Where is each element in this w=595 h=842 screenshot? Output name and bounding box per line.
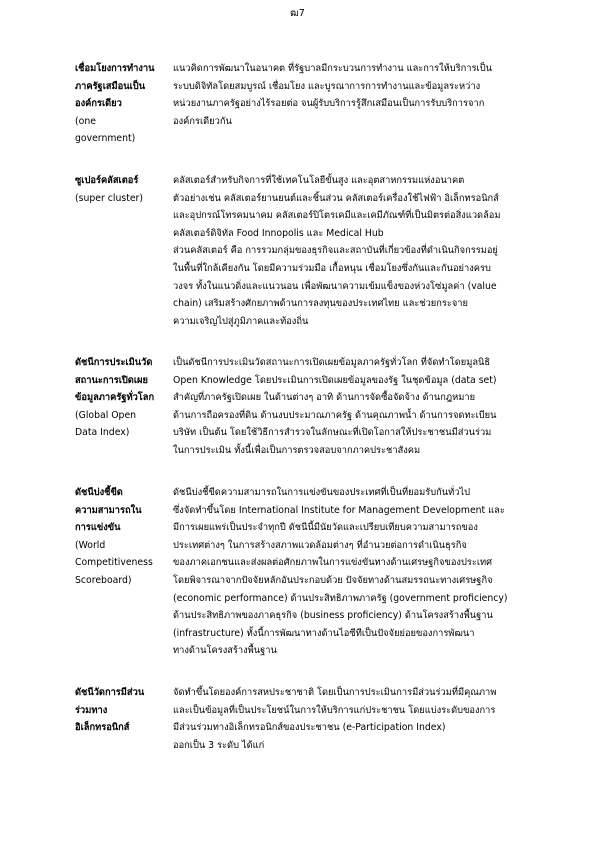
definition-line: ประเทศต่างๆ ในการสร้างสภาพแวดล้อมต่างๆ ที่อำนวยต่อการดำเนินธุรกิจ xyxy=(173,539,467,551)
term-line: ข้อมูลภาครัฐทั่วโลก xyxy=(75,392,155,404)
term-line: ความสามารถใน xyxy=(75,504,142,516)
page-number: ฒ7 xyxy=(290,8,305,19)
definition-line: สำคัญที่ภาครัฐเปิดเผย ในด้านต่างๆ อาทิ ด้านการจัดซื้อจัดจ้าง ด้านกฎหมาย xyxy=(173,392,476,404)
term xyxy=(75,354,163,442)
definition-line: ตัวอย่างเช่น คลัสเตอร์ยานยนต์และชิ้นส่วน คลัสเตอร์เครื่องใช้ไฟฟ้า อิเล็กทรอนิกส์ xyxy=(173,192,499,204)
term-line: ซูเปอร์คลัสเตอร์ xyxy=(75,175,139,186)
definition-line: ในพื้นที่ใกล้เคียงกัน โดยมีความร่วมมือ เกื้อหนุน เชื่อมโยงซึ่งกันและกันอย่างครบ xyxy=(173,262,491,274)
definition-line: หน่วยงานภาครัฐอย่างไร้รอยต่อ จนผู้รับบริการรู้สึกเสมือนเป็นการรับบริการจาก xyxy=(173,98,485,110)
term-line: Data Index) xyxy=(75,427,130,439)
definition-line: บริษัท เป็นต้น โดยใช้วิธีการสำรวจในลักษณะที่เปิดโอกาสให้ประชาชนมีส่วนร่วม xyxy=(173,427,492,439)
definition-line: มีส่วนร่วมทางอิเล็กทรอนิกส์ของประชาชน (e-Participation Index) xyxy=(173,722,446,734)
definition-line: ออกเป็น 3 ระดับ ได้แก่ xyxy=(173,739,265,751)
term-line: ดัชนีบ่งชี้ขีด xyxy=(75,487,123,498)
term xyxy=(75,684,163,737)
definition-line: (infrastructure) ทั้งนี้การพัฒนาทางด้านไอซีทีเป็นปัจจัยย่อยของการพัฒนา xyxy=(173,627,475,639)
definition-line: ความเจริญไปสู่ภูมิภาคและท้องถิ่น xyxy=(173,315,309,327)
term-line: ร่วมทาง xyxy=(75,704,108,716)
term-line: ดัชนีวัดการมีส่วน xyxy=(75,687,145,698)
definition-line: ซึ่งจัดทำขึ้นโดย International Institute for Management Development และ xyxy=(173,504,505,516)
term xyxy=(75,172,163,207)
term xyxy=(75,484,163,590)
definition xyxy=(173,60,535,130)
definition-line: จัดทำขึ้นโดยองค์การสหประชาชาติ โดยเป็นการประเมินการมีส่วนร่วมที่มีคุณภาพ xyxy=(173,687,497,698)
term xyxy=(75,60,163,148)
definition xyxy=(173,484,535,660)
term-line: สถานะการเปิดเผย xyxy=(75,374,148,386)
term-line: การแข่งขัน xyxy=(75,522,121,534)
term-line: (super cluster) xyxy=(75,192,144,204)
term-line: (World xyxy=(75,539,106,551)
definition-line: องค์กรเดียวกัน xyxy=(173,115,232,127)
definition-line: ดัชนีบ่งชี้ขีดความสามารถในการแข่งขันของประเทศที่เป็นที่ยอมรับกันทั่วไป xyxy=(173,487,471,498)
term-line: Competitiveness xyxy=(75,557,153,569)
definition-line: ส่วนคลัสเตอร์ คือ การรวมกลุ่มของธุรกิจและสถาบันที่เกี่ยวข้องที่ดำเนินกิจกรรมอยู่ xyxy=(173,245,498,257)
term-line: อิเล็กทรอนิกส์ xyxy=(75,722,130,734)
definition-line: Open Knowledge โดยประเมินการเปิดเผยข้อมูลของรัฐ ในชุดข้อมูล (data set) xyxy=(173,374,497,386)
definition-line: เป็นดัชนีการประเมินวัดสถานะการเปิดเผยข้อมูลภาครัฐทั่วโลก ที่จัดทำโดยมูลนิธิ xyxy=(173,357,491,368)
definition xyxy=(173,172,535,330)
term-line: (Global Open xyxy=(75,409,137,421)
definition-line: ระบบดิจิทัลโดยสมบูรณ์ เชื่อมโยง และบูรณาการการทำงานและข้อมูลระหว่าง xyxy=(173,80,481,92)
definition xyxy=(173,684,535,754)
definition-line: ด้านประสิทธิภาพของภาคธุรกิจ (business proficiency) ด้านโครงสร้างพื้นฐาน xyxy=(173,610,493,622)
definition-line: คลัสเตอร์ดิจิทัล Food Innopolis และ Medical Hub xyxy=(173,227,384,239)
definition-line: (economic performance) ด้านประสิทธิภาพภาครัฐ (government proficiency) xyxy=(173,592,508,604)
definition-line: chain) เสริมสร้างศักยภาพด้านการลงทุนของประเทศไทย และช่วยกระจาย xyxy=(173,298,468,310)
term-line: Scoreboard) xyxy=(75,574,132,586)
definition-line: มีการเผยแพร่เป็นประจำทุกปี ดัชนีนี้มีนัยวัดและเปรียบเทียบความสามารถของ xyxy=(173,522,478,534)
term-line: องค์กรเดียว xyxy=(75,98,122,110)
definition-line: ของภาคเอกชนและส่งผลต่อศักยภาพในการแข่งขันทางด้านเศรษฐกิจของประเทศ xyxy=(173,557,493,569)
definition xyxy=(173,354,535,460)
term-line: government) xyxy=(75,133,136,145)
term-line: เชื่อมโยงการทำงาน xyxy=(75,63,155,74)
definition-line: ด้านการถือครองที่ดิน ด้านงบประมาณภาครัฐ ด้านคุณภาพน้ำ ด้านการจดทะเบียน xyxy=(173,409,497,421)
definition-line: และเป็นข้อมูลที่เป็นประโยชน์ในการให้บริการแก่ประชาชน โดยแบ่งระดับของการ xyxy=(173,704,496,716)
definition-line: ในการประเมิน ทั้งนี้เพื่อเป็นการตรวจสอบจากภาคประชาสังคม xyxy=(173,444,421,456)
definition-line: คลัสเตอร์สำหรับกิจการที่ใช้เทคโนโลยีขั้นสูง และอุตสาหกรรมแห่งอนาคต xyxy=(173,175,465,186)
definition-line: และอุปกรณ์โทรคมนาคม คลัสเตอร์ปิโตรเคมีและเคมีภัณฑ์ที่เป็นมิตรต่อสิ่งแวดล้อม xyxy=(173,210,501,222)
term-line: (one xyxy=(75,115,96,127)
definition-line: ทางด้านโครงสร้างพื้นฐาน xyxy=(173,645,277,657)
definition-line: โดยพิจารณาจากปัจจัยหลักอันประกอบด้วย ปัจจัยทางด้านสมรรถนะทางเศรษฐกิจ xyxy=(173,574,493,586)
term-line: ภาครัฐเสมือนเป็น xyxy=(75,80,146,92)
term-line: ดัชนีการประเมินวัด xyxy=(75,357,153,368)
definition-line: วงจร ทั้งในแนวดิ่งและแนวนอน เพื่อพัฒนาความเข้มแข็งของห่วงโซ่มูลค่า (value xyxy=(173,280,497,292)
definition-line: แนวคิดการพัฒนาในอนาคต ที่รัฐบาลมีกระบวนการทำงาน และการให้บริการเป็น xyxy=(173,63,492,74)
